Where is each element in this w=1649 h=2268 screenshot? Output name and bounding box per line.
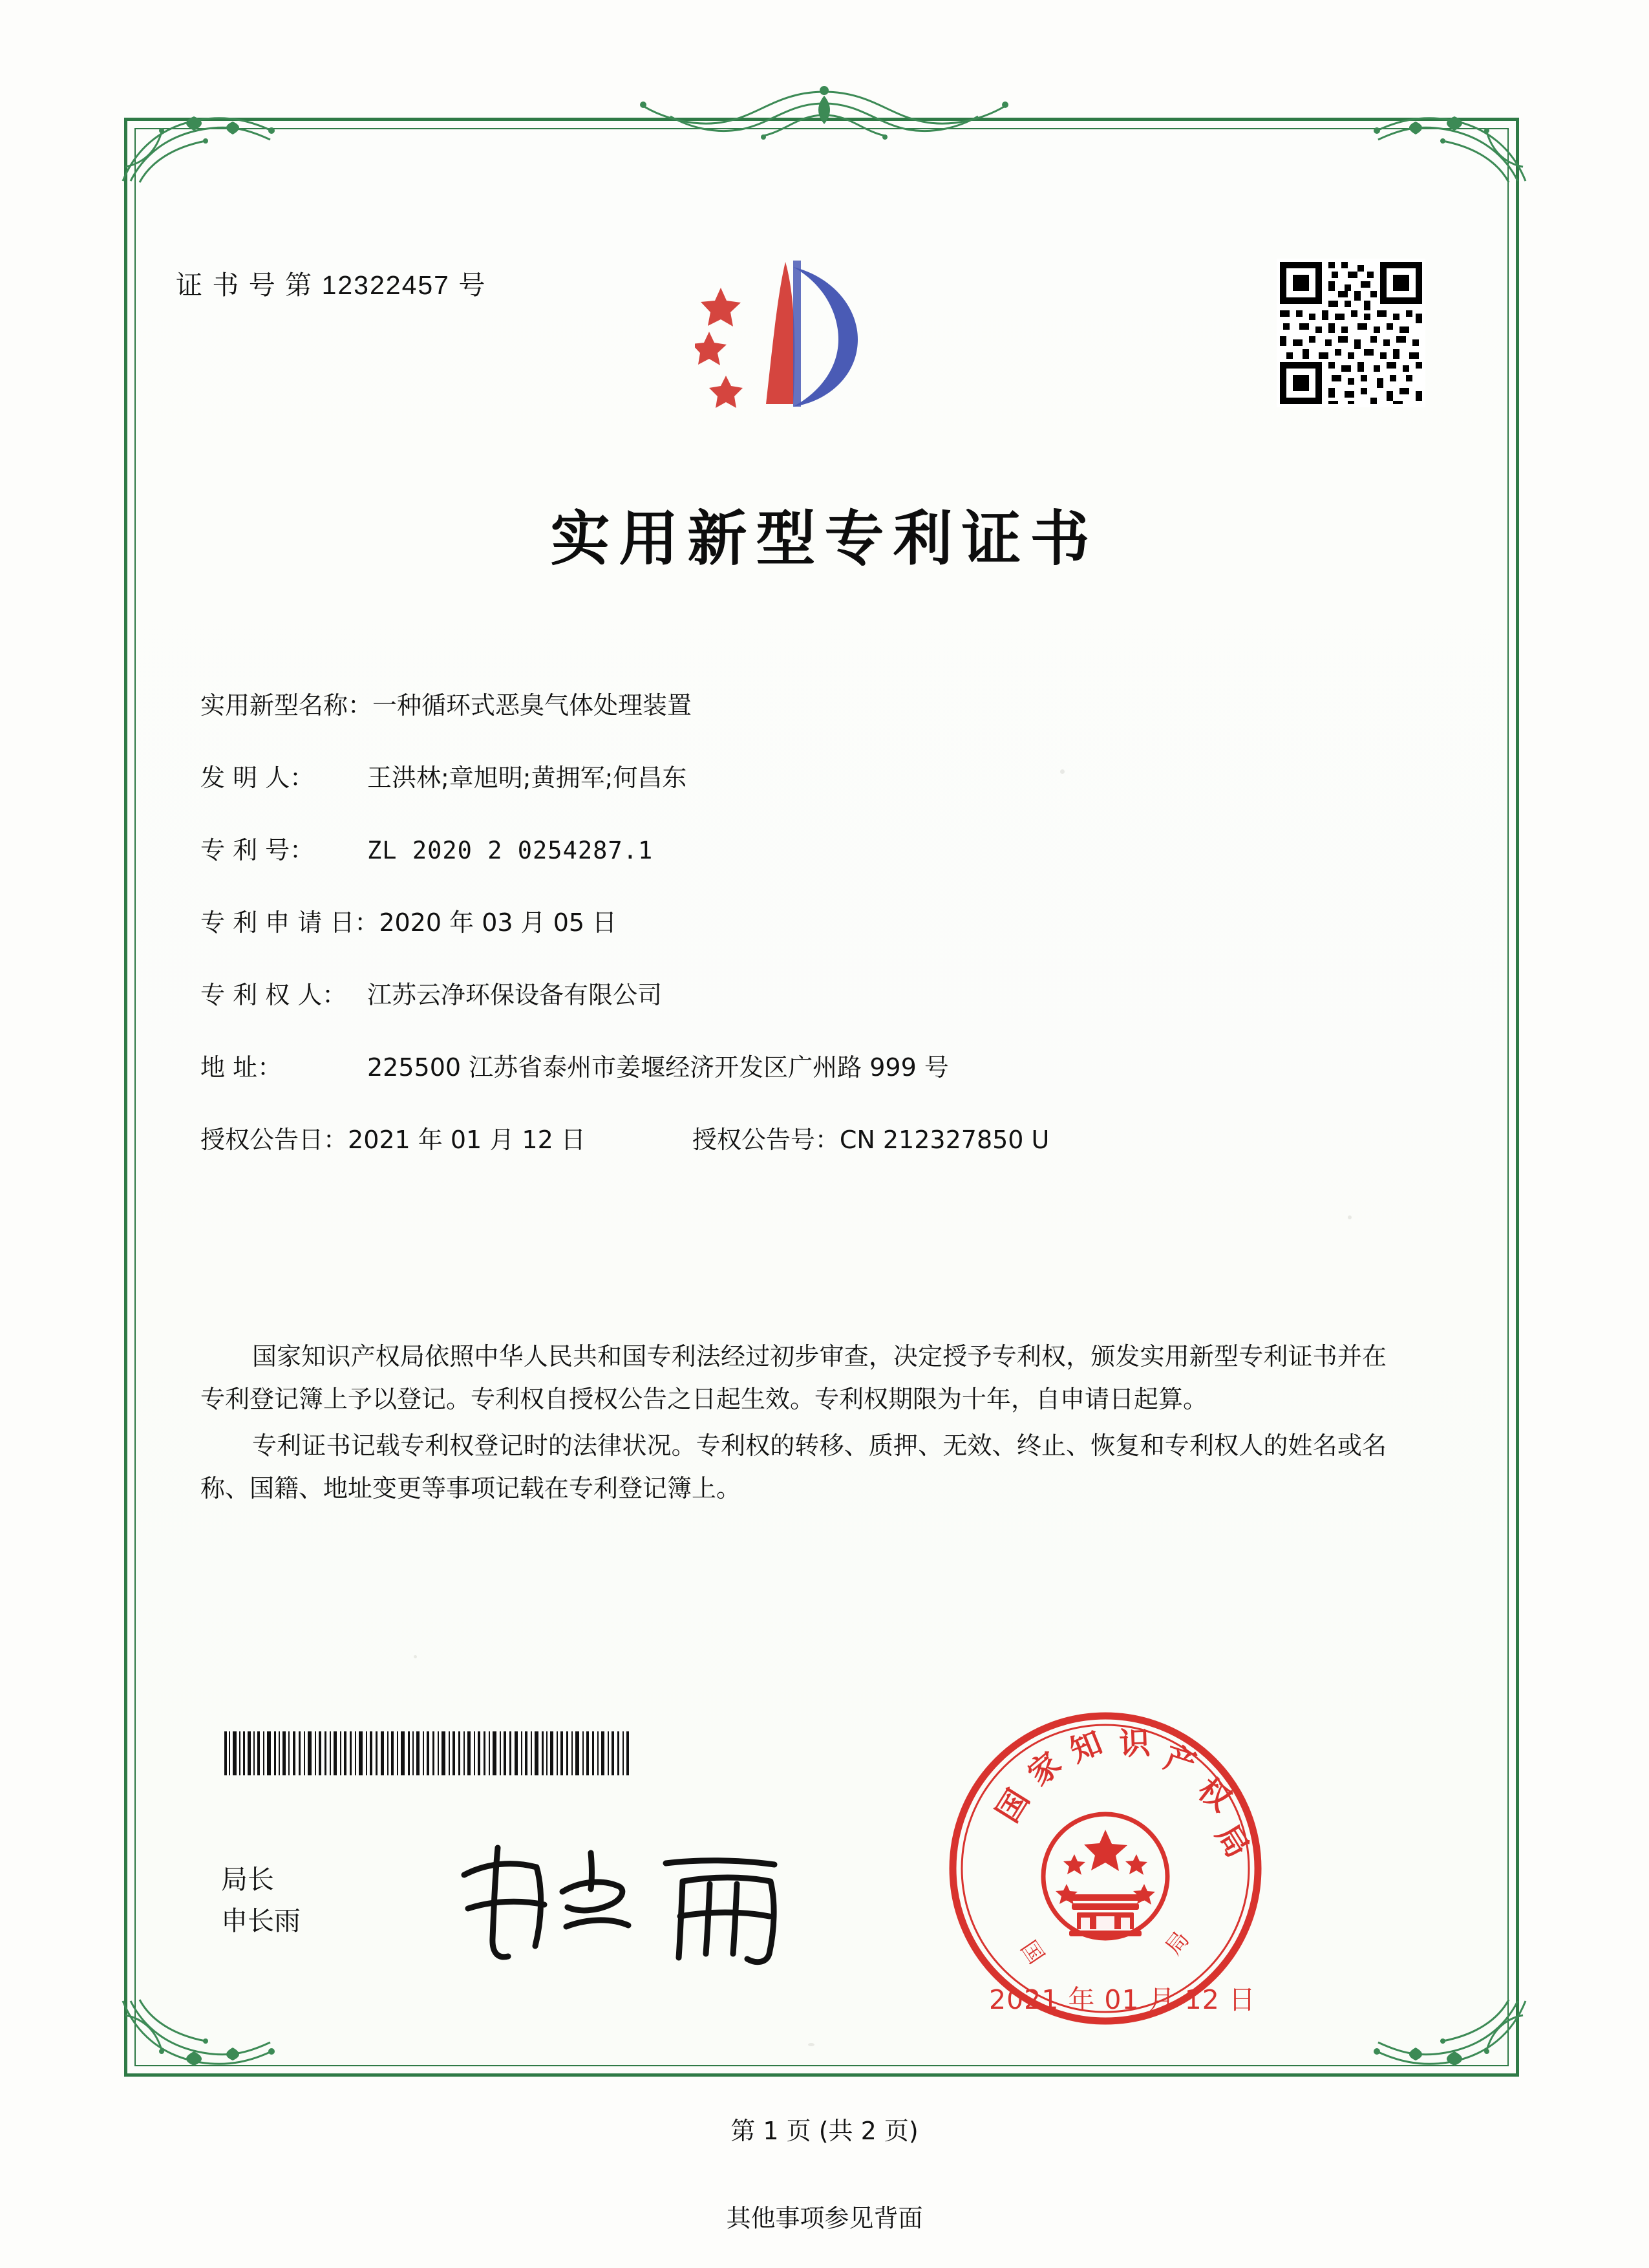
qr-code xyxy=(1277,259,1425,407)
publication-number-label: 授权公告号： xyxy=(692,1126,840,1154)
page-number: 第 1 页 (共 2 页) xyxy=(730,2117,919,2145)
svg-text:国: 国 xyxy=(1015,1936,1049,1969)
field-value: 一种循环式恶臭气体处理装置 xyxy=(372,691,692,720)
svg-text:局: 局 xyxy=(1208,1818,1256,1865)
field-list xyxy=(200,685,1429,1181)
publication-date-label: 授权公告日： xyxy=(200,1126,348,1154)
footer-note: 其他事项参见背面 xyxy=(726,2204,923,2232)
paragraph-2: 专利证书记载专利权登记时的法律状况。专利权的转移、质押、无效、终止、恢复和专利权人的姓名或名称、国籍、地址变更等事项记载在专利登记簿上。 xyxy=(200,1431,1387,1503)
certificate-number: 证 书 号 第 12322457 号 xyxy=(176,270,487,300)
scan-speck xyxy=(1060,769,1065,774)
field-value: 王洪林;章旭明;黄拥军;何昌东 xyxy=(367,764,687,792)
scan-speck xyxy=(1348,1215,1352,1219)
field-row-publication xyxy=(200,1120,1429,1155)
seal-date: 2021 年 01 月 12 日 xyxy=(989,1984,1256,2015)
field-row-address xyxy=(200,1047,1429,1083)
scan-speck xyxy=(414,1655,417,1658)
legal-body-text xyxy=(200,1335,1387,1514)
field-row-inventors xyxy=(200,758,1429,793)
page-title: 实用新型专利证书 xyxy=(550,504,1099,573)
field-row-application-date xyxy=(200,903,1429,938)
field-row-patentee xyxy=(200,975,1429,1011)
signature-block xyxy=(221,1859,301,1942)
svg-text:知: 知 xyxy=(1065,1724,1108,1770)
field-value: 江苏云净环保设备有限公司 xyxy=(367,981,663,1009)
handwritten-signature xyxy=(452,1830,840,1978)
field-label: 专 利 权 人： xyxy=(200,981,347,1009)
svg-text:权: 权 xyxy=(1191,1771,1238,1819)
field-row-utility-model-name xyxy=(200,685,1429,721)
svg-text:家: 家 xyxy=(1021,1745,1069,1793)
field-value: ZL 2020 2 0254287.1 xyxy=(367,837,654,864)
director-role-label: 局长 xyxy=(221,1864,274,1895)
field-label: 地 址： xyxy=(200,1053,282,1082)
field-label: 专 利 申 请 日： xyxy=(200,908,379,937)
svg-text:产: 产 xyxy=(1160,1739,1201,1784)
cnipa-logo xyxy=(695,249,902,420)
publication-number-value: CN 212327850 U xyxy=(839,1126,1050,1154)
field-value: 225500 江苏省泰州市姜堰经济开发区广州路 999 号 xyxy=(367,1053,949,1082)
field-label: 发 明 人： xyxy=(200,764,315,792)
top-flourish-ornament xyxy=(566,84,1083,162)
field-value: 2020 年 03 月 05 日 xyxy=(379,908,617,937)
publication-date-value: 2021 年 01 月 12 日 xyxy=(348,1126,586,1154)
scan-speck xyxy=(808,2043,814,2046)
field-label: 专 利 号： xyxy=(200,836,315,864)
paragraph-1: 国家知识产权局依照中华人民共和国专利法经过初步审查，决定授予专利权，颁发实用新型专利证书并在专利登记簿上予以登记。专利权自授权公告之日起生效。专利权期限为十年，自申请日起算。 xyxy=(200,1342,1387,1413)
svg-text:国: 国 xyxy=(989,1782,1037,1829)
director-name-label: 申长雨 xyxy=(221,1905,301,1936)
svg-text:局: 局 xyxy=(1160,1927,1195,1960)
field-label: 实用新型名称： xyxy=(200,691,373,720)
barcode xyxy=(223,1731,630,1775)
field-row-patent-number xyxy=(200,830,1429,866)
svg-text:识: 识 xyxy=(1118,1725,1151,1762)
